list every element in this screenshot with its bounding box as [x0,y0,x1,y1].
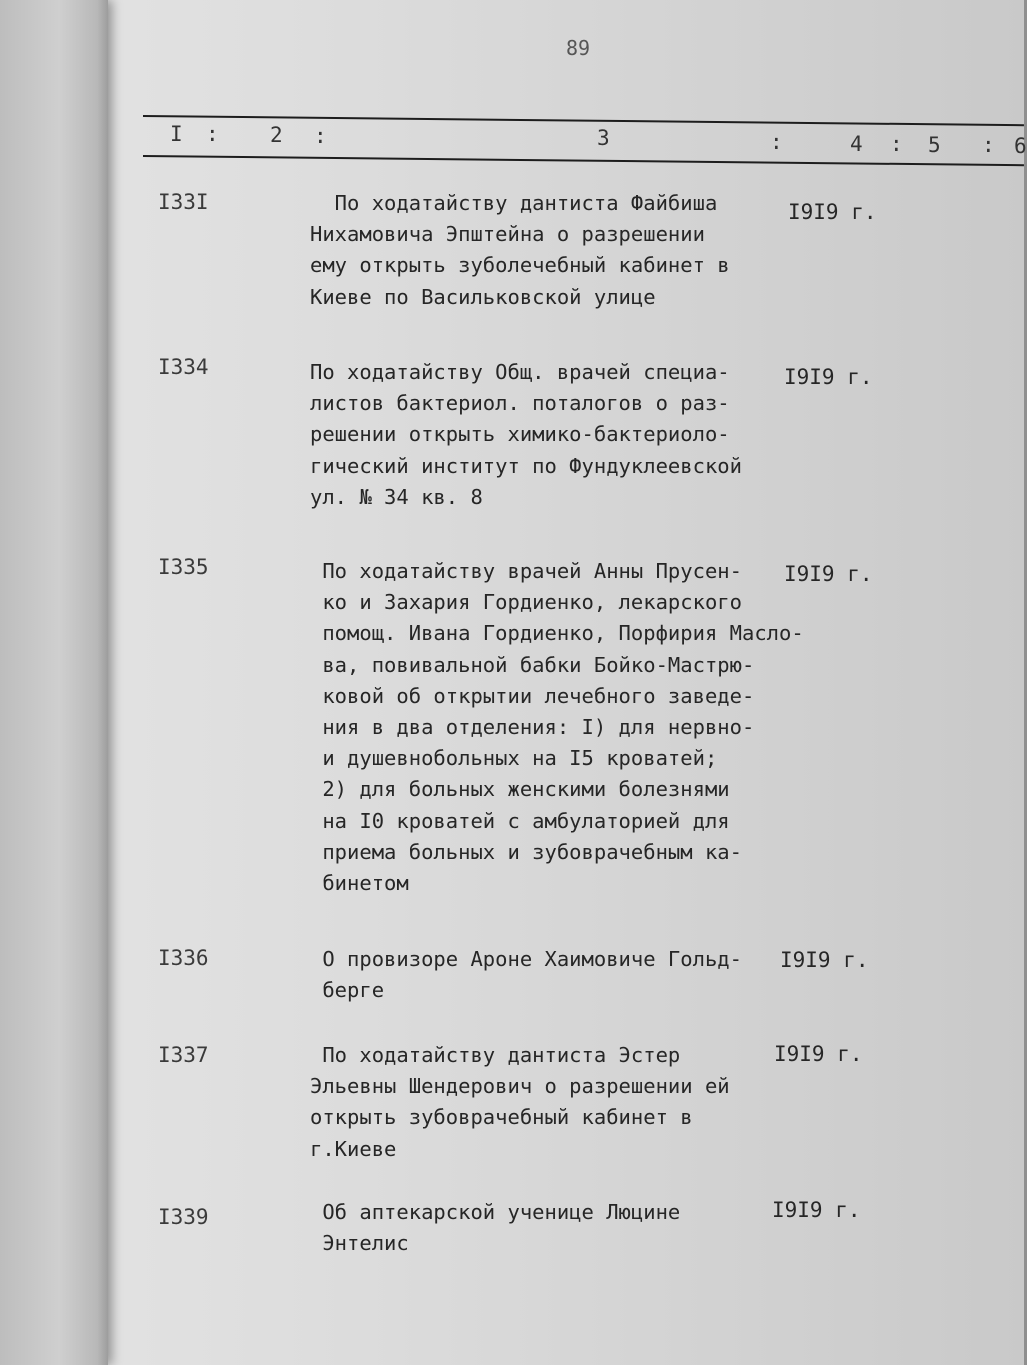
entry-number: I339 [158,1205,209,1229]
entry-line: открыть зубоврачебный кабинет в [310,1105,693,1130]
entry-line: По ходатайству врачей Анны Прусен- [310,559,742,583]
entry-line: ния в два отделения: I) для нервно- [310,715,755,740]
entry-date: I9I9 г. [780,948,869,972]
entry-line: и душевнобольных на I5 кроватей; [310,746,718,771]
header-rule-bottom [143,155,1024,166]
entry-line: Эльевны Шендерович о разрешении ей [310,1074,730,1099]
column-separator: : [982,133,995,157]
entry-description [310,188,780,313]
entry-line: приема больных и зубоврачебным ка- [310,839,742,864]
entry-date: I9I9 г. [784,562,873,586]
column-head-2: 2 [270,123,283,147]
entry-date: I9I9 г. [774,1042,863,1066]
entry-line: По ходатайству дантиста Эстер [310,1043,681,1067]
entry-line: ему открыть зуболечебный кабинет в [310,253,730,278]
entry-number: I334 [158,355,209,379]
facing-page-edge [0,0,108,1365]
entry-line: Об аптекарской ученице Люцине [310,1200,681,1224]
column-separator: : [890,132,903,156]
entry-line: ко и Захария Гордиенко, лекарского [310,590,742,615]
entry-line: ва, повивальной бабки Бойко-Мастрю- [310,652,755,677]
entry-description [310,1197,780,1259]
entry-line: Киеве по Васильковской улице [310,284,656,309]
entry-date: I9I9 г. [788,200,877,224]
column-head-5: 5 [928,133,941,157]
entry-line: ул. № 34 кв. 8 [310,484,483,509]
entry-line: гический институт по Фундуклеевской [310,453,742,478]
entry-line: Энтелис [310,1231,409,1256]
entry-line: По ходатайству дантиста Файбиша [310,191,718,215]
entry-date: I9I9 г. [784,365,873,389]
entry-line: Нихамовича Эпштейна о разрешении [310,222,705,247]
entry-line: листов бактериол. поталогов о раз- [310,391,730,416]
entry-number: I335 [158,555,209,579]
column-separator: : [314,124,327,148]
column-head-1: I [170,122,183,146]
entry-line: берге [310,978,385,1003]
entry-number: I33I [158,190,209,214]
entry-line: решении открыть химико-бактериоло- [310,422,730,447]
entry-line: помощ. Ивана Гордиенко, Порфирия Масло- [310,621,804,646]
column-head-6: 6 [1014,134,1027,158]
entry-line: 2) для больных женскими болезнями [310,777,730,802]
column-head-3: 3 [597,126,610,150]
entry-description [310,1040,780,1165]
column-separator: : [206,122,219,146]
column-head-4: 4 [850,132,863,156]
entry-line: По ходатайству Общ. врачей специа- [310,360,730,384]
entry-line: на I0 кроватей с амбулаторией для [310,808,730,833]
entry-line: бинетом [310,871,409,896]
page-number: 89 [565,36,591,60]
entry-number: I336 [158,946,209,970]
entry-line: г.Киеве [310,1136,397,1161]
entry-line: ковой об открытии лечебного заведе- [310,683,755,708]
column-separator: : [770,130,783,154]
entry-description [310,556,804,899]
entry-description [310,944,780,1006]
entry-description [310,357,780,513]
entry-date: I9I9 г. [772,1198,861,1222]
entry-line: О провизоре Ароне Хаимовиче Гольд- [310,947,742,971]
entry-number: I337 [158,1043,209,1067]
